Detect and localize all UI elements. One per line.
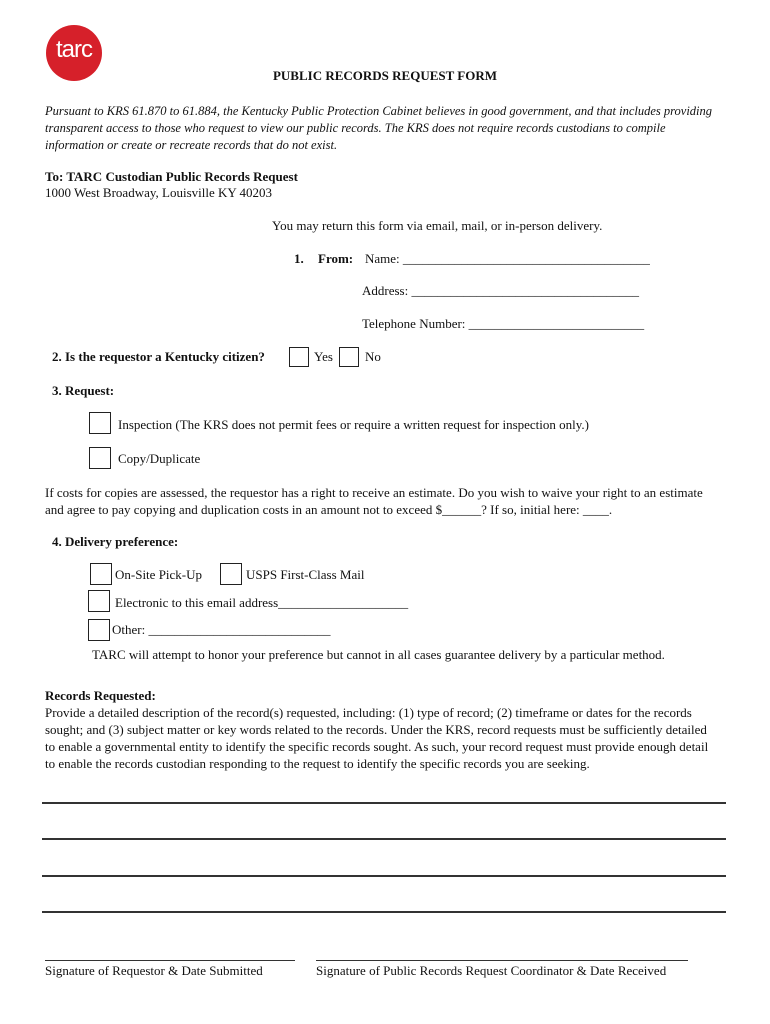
copy-checkbox[interactable] xyxy=(89,447,111,469)
costs-note: If costs for copies are assessed, the requestor has a right to receive an estimate. Do you wish to waive your right to an estimate and agree to pay copying and duplication costs in an amount not to exceed $______? If so, initial here: ____. xyxy=(45,485,703,517)
records-line-2[interactable] xyxy=(42,838,726,840)
records-line-1[interactable] xyxy=(42,802,726,804)
records-line-3[interactable] xyxy=(42,875,726,877)
copy-label: Copy/Duplicate xyxy=(118,451,201,466)
coordinator-signature-label: Signature of Public Records Request Coordinator & Date Received xyxy=(316,963,667,978)
from-label: From: xyxy=(318,251,354,266)
other-checkbox[interactable] xyxy=(88,619,110,641)
telephone-field[interactable]: Telephone Number: ___________________________ xyxy=(362,316,645,331)
citizen-no-checkbox[interactable] xyxy=(339,347,359,367)
usps-checkbox[interactable] xyxy=(220,563,242,585)
citizen-question: 2. Is the requestor a Kentucky citizen? xyxy=(52,349,265,364)
delivery-label: 4. Delivery preference: xyxy=(52,534,179,549)
citizen-yes-label: Yes xyxy=(314,349,333,364)
onsite-checkbox[interactable] xyxy=(90,563,112,585)
inspection-checkbox[interactable] xyxy=(89,412,111,434)
return-note: You may return this form via email, mail, or in-person delivery. xyxy=(272,218,603,233)
records-heading: Records Requested: xyxy=(45,688,156,703)
form-title: PUBLIC RECORDS REQUEST FORM xyxy=(272,68,498,83)
onsite-label: On-Site Pick-Up xyxy=(115,567,203,582)
inspection-label: Inspection (The KRS does not permit fees or require a written request for inspection only.) xyxy=(118,417,589,432)
from-number: 1. xyxy=(294,251,304,266)
citizen-no-label: No xyxy=(365,349,381,364)
custodian-address: 1000 West Broadway, Louisville KY 40203 xyxy=(45,185,273,200)
logo-text: tarc xyxy=(55,36,92,63)
name-field[interactable]: Name: ______________________________________ xyxy=(365,251,650,266)
electronic-field[interactable]: Electronic to this email address____________________ xyxy=(115,595,409,610)
address-field[interactable]: Address: ___________________________________ xyxy=(362,283,639,298)
to-line: To: TARC Custodian Public Records Request xyxy=(45,169,298,184)
coordinator-signature-line[interactable] xyxy=(316,960,688,961)
electronic-checkbox[interactable] xyxy=(88,590,110,612)
other-field[interactable]: Other: ____________________________ xyxy=(112,622,331,637)
citizen-yes-checkbox[interactable] xyxy=(289,347,309,367)
request-label: 3. Request: xyxy=(52,383,115,398)
delivery-note: TARC will attempt to honor your preference but cannot in all cases guarantee delivery by a particular method. xyxy=(92,647,665,662)
records-instructions: Provide a detailed description of the record(s) requested, including: (1) type of record; (2) timeframe or dates for the records sought; and (3) subject matter or key words related to the records. Under the KRS, record requests must be sufficiently detailed to enable a governmental entity to identify the specific records sought. As such, your record request must provide enough detail to enable the records custodian responding to the request to identify the specific records you are seeking. xyxy=(45,705,709,771)
records-line-4[interactable] xyxy=(42,911,726,913)
usps-label: USPS First-Class Mail xyxy=(246,567,365,582)
intro-paragraph: Pursuant to KRS 61.870 to 61.884, the Kentucky Public Protection Cabinet believes in good government, and that includes providing transparent access to those who request to view our public records. The KRS does not require records custodians to compile information or create or recreate records that do not exist. xyxy=(45,104,713,152)
requestor-signature-line[interactable] xyxy=(45,960,295,961)
requestor-signature-label: Signature of Requestor & Date Submitted xyxy=(45,963,263,978)
